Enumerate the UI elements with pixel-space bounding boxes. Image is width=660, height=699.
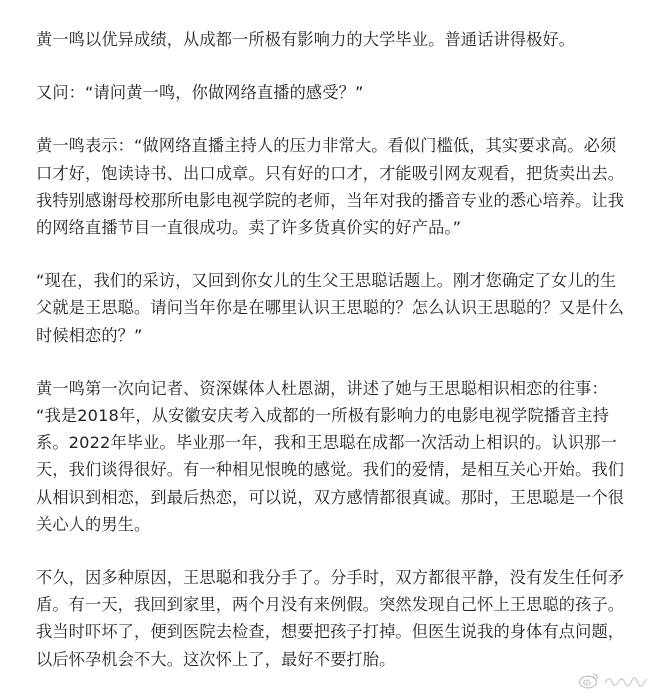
text-line: 父就是王思聪。请问当年你是在哪里认识王思聪的？怎么认识王思聪的？又是什么	[36, 298, 625, 318]
paragraph-1	[36, 26, 648, 53]
text-line: 黄一鸣以优异成绩，从成都一所极有影响力的大学毕业。普通话讲得极好。	[36, 30, 576, 49]
text-line: 不久，因多种原因，王思聪和我分手了。分手时，双方都很平静，没有发生任何矛	[36, 568, 625, 588]
text-line: “我是2018年，从安徽安庆考入成都的一所极有影响力的电影电视学院播音主持	[36, 406, 610, 426]
watermark	[578, 671, 650, 689]
text-line: 黄一鸣表示：“做网络直播主持人的压力非常大。看似门槛低，其实要求高。必须	[36, 136, 617, 156]
text-line: 天，我们谈得很好。有一种相见恨晚的感觉。我们的爱情，是相互关心开始。我们	[36, 460, 625, 480]
text-line: 我当时吓坏了，便到医院去检查，想要把孩子打掉。但医生说我的身体有点问题，	[36, 622, 625, 642]
paragraph-2	[36, 79, 648, 106]
text-line: 以后怀孕机会不大。这次怀上了，最好不要打胎。	[36, 649, 396, 669]
text-line: 关心人的男生。	[36, 514, 151, 534]
article-body	[36, 26, 648, 699]
text-line: 又问：“请问黄一鸣，你做网络直播的感受？”	[36, 83, 364, 103]
text-line: “现在，我们的采访，又回到你女儿的生父王思聪话题上。刚才您确定了女儿的生	[36, 271, 617, 291]
paragraph-5	[36, 375, 648, 538]
text-line: 盾。有一天，我回到家里，两个月没有来例假。突然发现自己怀上王思聪的孩子。	[36, 595, 625, 615]
text-line: 口才好，饱读诗书、出口成章。只有好的口才，才能吸引网友观看，把货卖出去。	[36, 163, 625, 183]
text-line: 系。2022年毕业。毕业那一年，我和王思聪在成都一次活动上相识的。认识那一	[36, 433, 617, 453]
paragraph-6	[36, 564, 648, 673]
text-line: 从相识到相恋，到最后热恋，可以说，双方感情都很真诚。那时，王思聪是一个很	[36, 487, 625, 507]
paragraph-3	[36, 132, 648, 241]
weibo-logo-icon	[578, 671, 600, 689]
text-line: 时候相恋的？”	[36, 325, 143, 345]
text-line: 黄一鸣第一次向记者、资深媒体人杜恩湖，讲述了她与王思聪相识相恋的往事：	[36, 378, 608, 398]
text-line: 我特别感谢母校那所电影电视学院的老师，当年对我的播音专业的悉心培养。让我	[36, 190, 625, 210]
paragraph-4	[36, 267, 648, 349]
watermark-scribble	[604, 673, 650, 687]
text-line: 的网络直播节目一直很成功。卖了许多货真价实的好产品。”	[36, 218, 462, 238]
